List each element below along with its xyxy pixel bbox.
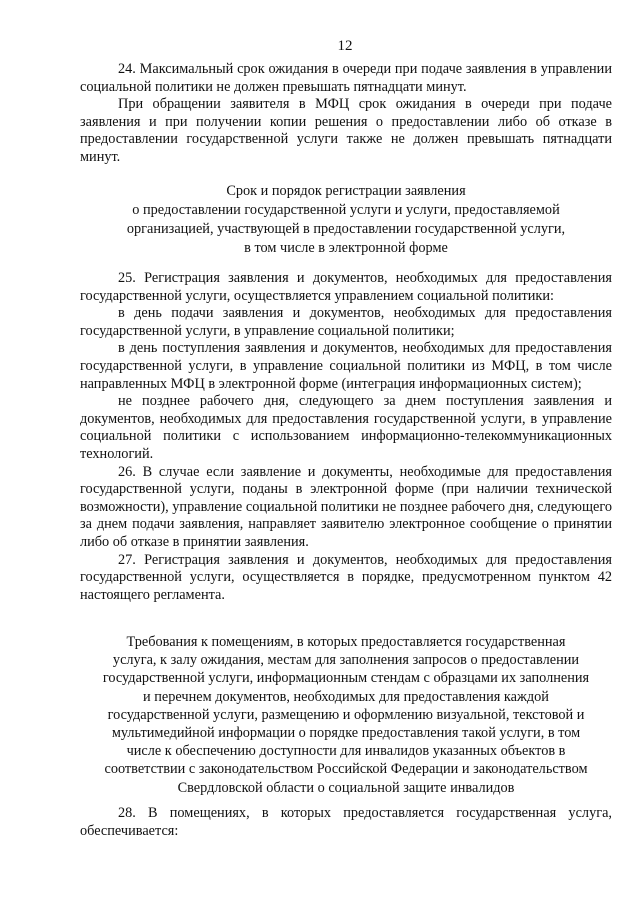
heading-registration — [80, 182, 612, 258]
paragraph-25-item-3: не позднее рабочего дня, следующего за днем поступления заявления и документов, необходимых для предоставления государственной услуги, в управление социальной политики с использованием информационно-телекоммуникационных технологий. — [80, 393, 612, 462]
paragraph-24: 24. Максимальный срок ожидания в очереди при подаче заявления в управлении социальной политики не должен превышать пятнадцати минут. — [80, 61, 612, 95]
heading-line: Срок и порядок регистрации заявления — [226, 183, 466, 199]
paragraph-25-item-1: в день подачи заявления и документов, необходимых для предоставления государственной услуги, в управление социальной политики; — [80, 305, 612, 339]
heading-line: государственной услуги, информационным стендам с образцами их заполнения — [102, 670, 590, 687]
paragraph-group-waiting-time — [80, 61, 612, 167]
paragraph-27: 27. Регистрация заявления и документов, необходимых для предоставления государственной услуги, осуществляется в порядке, предусмотренном пунктом 42 настоящего регламента. — [80, 551, 612, 603]
heading-line: соответствии с законодательством Российской Федерации и законодательством — [104, 761, 588, 778]
paragraph-25-item-2: в день поступления заявления и документов, необходимых для предоставления государственной услуги, в управление социальной политики из МФЦ, в том числе направленных МФЦ в электронной форме (интеграция информационных систем); — [80, 340, 612, 392]
page-number: 12 — [337, 38, 353, 54]
heading-premises-requirements — [80, 633, 612, 797]
paragraph-28: 28. В помещениях, в которых предоставляется государственная услуга, обеспечивается: — [80, 805, 612, 839]
heading-line: в том числе в электронной форме — [244, 240, 448, 256]
heading-line: организацией, участвующей в предоставлении государственной услуги, — [126, 221, 566, 237]
heading-line: услуга, к залу ожидания, местам для заполнения запросов о предоставлении — [112, 652, 580, 669]
heading-line: государственной услуги, размещению и оформлению визуальной, текстовой и — [107, 706, 585, 723]
heading-line: Требования к помещениям, в которых предоставляется государственная — [126, 634, 566, 650]
paragraph-26: 26. В случае если заявление и документы, необходимые для предоставления государственной услуги, поданы в электронной форме (при наличии технической возможности), управление социальной политики не позднее рабочего дня, следующего за днем подачи заявления, направляет заявителю электронное сообщение о принятии либо об отказе в принятии заявления. — [80, 463, 612, 550]
heading-line: мультимедийной информации о порядке предоставления такой услуги, в том — [111, 725, 581, 742]
paragraph-group-registration — [80, 270, 612, 604]
heading-line: и перечнем документов, необходимых для предоставления каждой — [143, 688, 549, 705]
paragraph-mfc-waiting: При обращении заявителя в МФЦ срок ожидания в очереди при подаче заявления и при получении копии решения о предоставлении либо об отказе в предоставлении государственной услуги также не должен превышать пятнадцати минут. — [80, 96, 612, 165]
paragraph-25: 25. Регистрация заявления и документов, необходимых для предоставления государственной услуги, осуществляется управлением социальной политики: — [80, 270, 612, 304]
paragraph-group-premises — [80, 805, 612, 840]
heading-line: Свердловской области о социальной защите инвалидов — [177, 779, 515, 796]
heading-line: числе к обеспечению доступности для инвалидов указанных объектов в — [126, 743, 566, 760]
heading-line: о предоставлении государственной услуги и услуги, предоставляемой — [132, 202, 560, 218]
